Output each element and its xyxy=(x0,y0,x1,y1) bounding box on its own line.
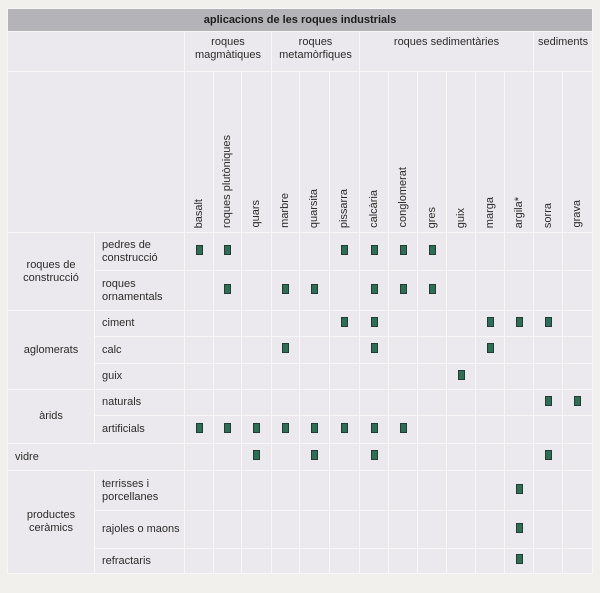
mark-cell xyxy=(185,337,214,364)
mark-cell xyxy=(389,233,418,271)
filled-square-icon xyxy=(429,284,436,294)
mark-cell xyxy=(330,271,360,311)
mark-cell xyxy=(389,416,418,444)
mark-cell xyxy=(447,416,476,444)
mark-cell xyxy=(563,471,593,511)
mark-cell xyxy=(389,471,418,511)
header-corner xyxy=(8,72,185,233)
mark-cell xyxy=(447,511,476,549)
mark-cell xyxy=(360,416,389,444)
mark-cell xyxy=(418,549,447,574)
column-header xyxy=(300,72,330,233)
mark-cell xyxy=(242,390,272,416)
category-label: roques de construcció xyxy=(8,233,95,311)
mark-cell xyxy=(563,311,593,337)
mark-cell xyxy=(418,271,447,311)
mark-cell xyxy=(360,444,389,471)
mark-cell xyxy=(214,416,242,444)
mark-cell xyxy=(272,271,300,311)
mark-cell xyxy=(185,364,214,390)
column-header xyxy=(563,72,593,233)
mark-cell xyxy=(330,416,360,444)
mark-cell xyxy=(447,444,476,471)
mark-cell xyxy=(447,364,476,390)
mark-cell xyxy=(418,444,447,471)
mark-cell xyxy=(418,471,447,511)
filled-square-icon xyxy=(282,284,289,294)
table-row xyxy=(8,233,593,271)
mark-cell xyxy=(534,271,563,311)
mark-cell xyxy=(360,390,389,416)
filled-square-icon xyxy=(224,423,231,433)
filled-square-icon xyxy=(311,423,318,433)
row-label: roques ornamentals xyxy=(95,271,185,311)
mark-cell xyxy=(505,416,534,444)
filled-square-icon xyxy=(282,343,289,353)
mark-cell xyxy=(505,271,534,311)
mark-cell xyxy=(330,390,360,416)
filled-square-icon xyxy=(516,317,523,327)
mark-cell xyxy=(242,416,272,444)
mark-cell xyxy=(418,337,447,364)
mark-cell xyxy=(214,233,242,271)
filled-square-icon xyxy=(311,284,318,294)
mark-cell xyxy=(476,271,505,311)
mark-cell xyxy=(300,311,330,337)
mark-cell xyxy=(447,471,476,511)
table-title: aplicacions de les roques industrials xyxy=(8,9,593,32)
mark-cell xyxy=(242,471,272,511)
column-label: argila* xyxy=(512,196,525,228)
filled-square-icon xyxy=(371,450,378,460)
mark-cell xyxy=(389,364,418,390)
mark-cell xyxy=(418,364,447,390)
filled-square-icon xyxy=(458,370,465,380)
group-header: roques sedimentàries xyxy=(360,32,534,72)
mark-cell xyxy=(330,444,360,471)
mark-cell xyxy=(300,364,330,390)
mark-cell xyxy=(389,311,418,337)
mark-cell xyxy=(242,549,272,574)
mark-cell xyxy=(214,311,242,337)
mark-cell xyxy=(214,364,242,390)
mark-cell xyxy=(534,337,563,364)
column-label: marbre xyxy=(279,193,291,228)
row-label: ciment xyxy=(95,311,185,337)
filled-square-icon xyxy=(400,245,407,255)
column-label: roques plutòniques xyxy=(221,135,233,228)
mark-cell xyxy=(272,233,300,271)
filled-square-icon xyxy=(341,423,348,433)
filled-square-icon xyxy=(224,245,231,255)
mark-cell xyxy=(505,471,534,511)
mark-cell xyxy=(242,444,272,471)
mark-cell xyxy=(505,364,534,390)
column-header xyxy=(242,72,272,233)
table-row xyxy=(8,471,593,511)
filled-square-icon xyxy=(282,423,289,433)
mark-cell xyxy=(360,233,389,271)
filled-square-icon xyxy=(311,450,318,460)
mark-cell xyxy=(418,233,447,271)
column-label: basalt xyxy=(192,198,205,228)
row-label: terrisses i porcellanes xyxy=(95,471,185,511)
column-label: calcària xyxy=(367,190,380,228)
mark-cell xyxy=(272,471,300,511)
mark-cell xyxy=(300,416,330,444)
mark-cell xyxy=(300,271,330,311)
mark-cell xyxy=(185,549,214,574)
mark-cell xyxy=(447,271,476,311)
mark-cell xyxy=(330,364,360,390)
table-row xyxy=(8,364,593,390)
filled-square-icon xyxy=(400,284,407,294)
mark-cell xyxy=(476,364,505,390)
filled-square-icon xyxy=(371,284,378,294)
mark-cell xyxy=(534,471,563,511)
column-label: sorra xyxy=(541,202,554,228)
mark-cell xyxy=(534,390,563,416)
table-row xyxy=(8,271,593,311)
mark-cell xyxy=(330,311,360,337)
category-label: àrids xyxy=(8,390,95,444)
table-row xyxy=(8,337,593,364)
filled-square-icon xyxy=(545,396,552,406)
column-header xyxy=(389,72,418,233)
column-label: gres xyxy=(425,206,438,228)
row-label: guix xyxy=(95,364,185,390)
column-header xyxy=(418,72,447,233)
mark-cell xyxy=(272,511,300,549)
filled-square-icon xyxy=(196,423,203,433)
mark-cell xyxy=(563,444,593,471)
category-label: vidre xyxy=(8,444,185,471)
mark-cell xyxy=(563,416,593,444)
column-label: pissarra xyxy=(338,188,350,228)
mark-cell xyxy=(418,311,447,337)
filled-square-icon xyxy=(371,317,378,327)
column-header xyxy=(447,72,476,233)
mark-cell xyxy=(214,549,242,574)
mark-cell xyxy=(360,271,389,311)
mark-cell xyxy=(505,511,534,549)
mark-cell xyxy=(185,233,214,271)
mark-cell xyxy=(214,271,242,311)
filled-square-icon xyxy=(253,423,260,433)
filled-square-icon xyxy=(574,396,581,406)
rock-applications-table xyxy=(7,8,593,574)
filled-square-icon xyxy=(253,450,260,460)
mark-cell xyxy=(534,364,563,390)
mark-cell xyxy=(476,416,505,444)
column-header xyxy=(330,72,360,233)
table-row xyxy=(8,444,593,471)
filled-square-icon xyxy=(516,523,523,533)
mark-cell xyxy=(563,511,593,549)
mark-cell xyxy=(185,271,214,311)
column-label: quarsita xyxy=(308,188,320,228)
mark-cell xyxy=(300,337,330,364)
mark-cell xyxy=(300,390,330,416)
mark-cell xyxy=(389,511,418,549)
filled-square-icon xyxy=(371,245,378,255)
mark-cell xyxy=(360,364,389,390)
mark-cell xyxy=(185,416,214,444)
group-header: roques metamòrfiques xyxy=(272,32,360,72)
mark-cell xyxy=(389,337,418,364)
row-label: pedres de construcció xyxy=(95,233,185,271)
mark-cell xyxy=(360,337,389,364)
column-header xyxy=(185,72,214,233)
table-row xyxy=(8,549,593,574)
table-row xyxy=(8,311,593,337)
mark-cell xyxy=(505,233,534,271)
column-label: grava xyxy=(571,200,584,228)
mark-cell xyxy=(214,390,242,416)
mark-cell xyxy=(418,416,447,444)
group-header: sediments xyxy=(534,32,593,72)
mark-cell xyxy=(389,390,418,416)
mark-cell xyxy=(534,416,563,444)
mark-cell xyxy=(447,337,476,364)
mark-cell xyxy=(505,444,534,471)
mark-cell xyxy=(272,311,300,337)
mark-cell xyxy=(360,511,389,549)
mark-cell xyxy=(300,233,330,271)
mark-cell xyxy=(330,549,360,574)
mark-cell xyxy=(389,271,418,311)
mark-cell xyxy=(360,549,389,574)
mark-cell xyxy=(505,390,534,416)
mark-cell xyxy=(214,444,242,471)
mark-cell xyxy=(476,233,505,271)
mark-cell xyxy=(300,471,330,511)
mark-cell xyxy=(476,390,505,416)
row-label: naturals xyxy=(95,390,185,416)
filled-square-icon xyxy=(341,317,348,327)
column-label: conglomerat xyxy=(396,167,409,228)
filled-square-icon xyxy=(224,284,231,294)
mark-cell xyxy=(476,471,505,511)
mark-cell xyxy=(185,444,214,471)
mark-cell xyxy=(242,271,272,311)
mark-cell xyxy=(447,233,476,271)
mark-cell xyxy=(476,444,505,471)
mark-cell xyxy=(534,233,563,271)
filled-square-icon xyxy=(545,317,552,327)
mark-cell xyxy=(330,471,360,511)
mark-cell xyxy=(505,337,534,364)
column-label: marga xyxy=(483,196,496,228)
mark-cell xyxy=(185,511,214,549)
mark-cell xyxy=(242,364,272,390)
mark-cell xyxy=(185,471,214,511)
mark-cell xyxy=(563,549,593,574)
mark-cell xyxy=(563,364,593,390)
mark-cell xyxy=(242,311,272,337)
filled-square-icon xyxy=(487,343,494,353)
mark-cell xyxy=(476,311,505,337)
column-header-row xyxy=(8,72,593,233)
mark-cell xyxy=(272,364,300,390)
column-header xyxy=(505,72,534,233)
mark-cell xyxy=(242,337,272,364)
group-header-row xyxy=(8,32,593,72)
column-label: guix xyxy=(454,207,467,228)
mark-cell xyxy=(447,311,476,337)
filled-square-icon xyxy=(545,450,552,460)
column-header xyxy=(534,72,563,233)
mark-cell xyxy=(185,390,214,416)
column-label: quars xyxy=(250,200,262,228)
mark-cell xyxy=(330,233,360,271)
mark-cell xyxy=(447,549,476,574)
header-corner xyxy=(8,32,185,72)
mark-cell xyxy=(214,511,242,549)
mark-cell xyxy=(418,390,447,416)
mark-cell xyxy=(360,471,389,511)
filled-square-icon xyxy=(400,423,407,433)
mark-cell xyxy=(476,337,505,364)
title-row xyxy=(8,9,593,32)
table-row xyxy=(8,511,593,549)
mark-cell xyxy=(418,511,447,549)
mark-cell xyxy=(272,444,300,471)
mark-cell xyxy=(534,511,563,549)
mark-cell xyxy=(300,444,330,471)
mark-cell xyxy=(563,233,593,271)
mark-cell xyxy=(272,390,300,416)
mark-cell xyxy=(185,311,214,337)
mark-cell xyxy=(389,549,418,574)
row-label: rajoles o maons xyxy=(95,511,185,549)
mark-cell xyxy=(389,444,418,471)
mark-cell xyxy=(447,390,476,416)
row-label: artificials xyxy=(95,416,185,444)
table-row xyxy=(8,390,593,416)
mark-cell xyxy=(242,233,272,271)
column-header xyxy=(476,72,505,233)
filled-square-icon xyxy=(516,484,523,494)
mark-cell xyxy=(505,311,534,337)
mark-cell xyxy=(563,390,593,416)
mark-cell xyxy=(476,549,505,574)
filled-square-icon xyxy=(516,554,523,564)
mark-cell xyxy=(476,511,505,549)
mark-cell xyxy=(272,337,300,364)
category-label: productes ceràmics xyxy=(8,471,95,574)
column-header xyxy=(214,72,242,233)
column-header xyxy=(272,72,300,233)
mark-cell xyxy=(330,511,360,549)
filled-square-icon xyxy=(341,245,348,255)
mark-cell xyxy=(330,337,360,364)
group-header: roques magmàtiques xyxy=(185,32,272,72)
row-label: calc xyxy=(95,337,185,364)
mark-cell xyxy=(272,416,300,444)
mark-cell xyxy=(563,271,593,311)
mark-cell xyxy=(214,471,242,511)
mark-cell xyxy=(272,549,300,574)
category-label: aglomerats xyxy=(8,311,95,390)
mark-cell xyxy=(242,511,272,549)
mark-cell xyxy=(300,511,330,549)
mark-cell xyxy=(534,549,563,574)
row-label: refractaris xyxy=(95,549,185,574)
mark-cell xyxy=(563,337,593,364)
filled-square-icon xyxy=(429,245,436,255)
mark-cell xyxy=(505,549,534,574)
column-header xyxy=(360,72,389,233)
table-row xyxy=(8,416,593,444)
mark-cell xyxy=(534,311,563,337)
mark-cell xyxy=(360,311,389,337)
mark-cell xyxy=(300,549,330,574)
filled-square-icon xyxy=(371,423,378,433)
mark-cell xyxy=(534,444,563,471)
filled-square-icon xyxy=(196,245,203,255)
filled-square-icon xyxy=(371,343,378,353)
mark-cell xyxy=(214,337,242,364)
filled-square-icon xyxy=(487,317,494,327)
